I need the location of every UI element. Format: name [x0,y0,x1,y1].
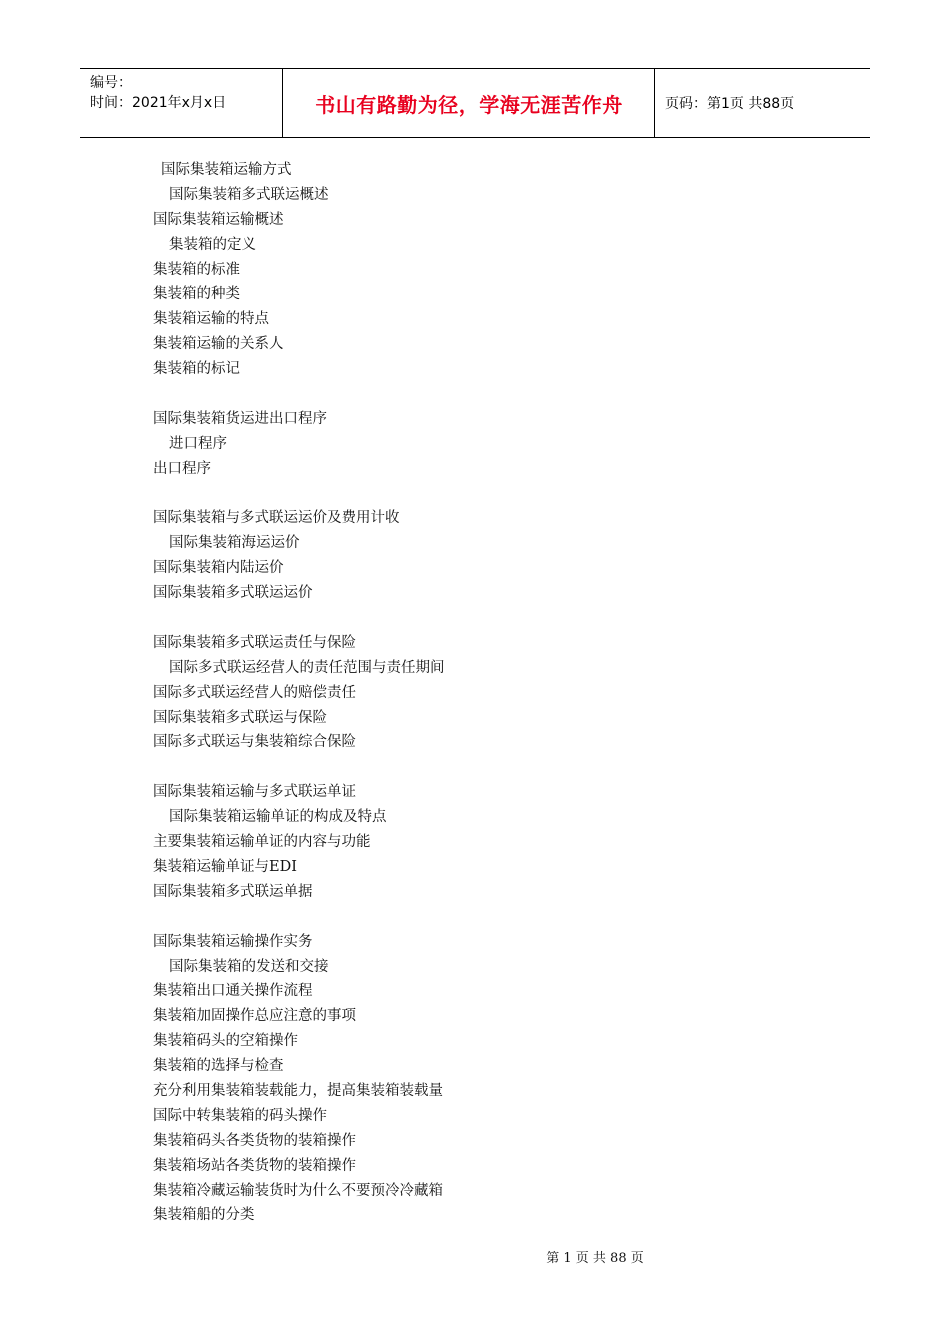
toc-item: 国际集装箱运输概述 [153,211,284,228]
toc-item: 国际集装箱多式联运概述 [169,186,329,203]
toc-item: 国际集装箱运输单证的构成及特点 [169,809,387,826]
toc-item: 国际集装箱的发送和交接 [169,958,329,975]
page-footer: 第 1 页 共 88 页 [546,1251,644,1266]
header-meta [90,73,280,113]
header-motto: 书山有路勤为径，学海无涯苦作舟 [315,92,623,117]
toc-spacer [153,905,833,930]
toc-item: 集装箱的种类 [153,286,240,303]
toc-item: 集装箱码头的空箱操作 [153,1033,298,1050]
toc-item: 国际集装箱货运进出口程序 [153,410,327,427]
time-label: 时间：2021年x月x日 [90,95,227,111]
toc-item: 国际集装箱多式联运与保险 [153,709,327,726]
toc-item: 出口程序 [153,460,211,477]
toc-item: 集装箱码头各类货物的装箱操作 [153,1132,356,1149]
number-label: 编号： [90,75,132,91]
toc-item: 集装箱的选择与检查 [153,1058,284,1075]
toc-spacer [153,382,833,407]
toc-item: 集装箱冷藏运输装货时为什么不要预冷冷藏箱 [153,1182,443,1199]
toc-item: 集装箱船的分类 [153,1207,255,1224]
toc-item: 国际集装箱多式联运责任与保险 [153,634,356,651]
toc-spacer [153,482,833,507]
toc-item: 主要集装箱运输单证的内容与功能 [153,834,371,851]
toc-item: 国际集装箱与多式联运运价及费用计收 [153,510,400,527]
toc-item: 集装箱出口通关操作流程 [153,983,313,1000]
toc-item: 国际集装箱运输方式 [161,162,292,178]
toc-item: 国际集装箱多式联运运价 [153,585,313,602]
toc-item: 国际集装箱多式联运单据 [153,883,313,900]
toc-item: 集装箱场站各类货物的装箱操作 [153,1157,356,1174]
toc-item: 集装箱的标准 [153,261,240,278]
toc-item: 集装箱运输的特点 [153,311,269,328]
header-page-info: 页码：第1页 共88页 [665,96,795,112]
toc-item: 国际集装箱内陆运价 [153,560,284,577]
toc-item: 国际多式联运与集装箱综合保险 [153,734,356,751]
toc-spacer [153,606,833,631]
toc-item: 国际集装箱运输与多式联运单证 [153,784,356,801]
page-header [80,68,870,138]
toc-item: 集装箱运输单证与EDI [153,858,297,875]
toc-item: 国际集装箱海运运价 [169,535,300,552]
table-of-contents [153,158,833,1228]
toc-item: 充分利用集装箱装载能力，提高集装箱装载量 [153,1082,443,1099]
toc-item: 国际中转集装箱的码头操作 [153,1107,327,1124]
toc-item: 集装箱的定义 [169,236,256,253]
toc-item: 国际多式联运经营人的责任范围与责任期间 [169,659,445,676]
toc-item: 集装箱的标记 [153,361,240,378]
toc-item: 集装箱运输的关系人 [153,336,284,353]
toc-item: 国际集装箱运输操作实务 [153,933,313,950]
toc-item: 国际多式联运经营人的赔偿责任 [153,684,356,701]
toc-spacer [153,755,833,780]
toc-item: 进口程序 [169,435,227,452]
toc-item: 集装箱加固操作总应注意的事项 [153,1008,356,1025]
